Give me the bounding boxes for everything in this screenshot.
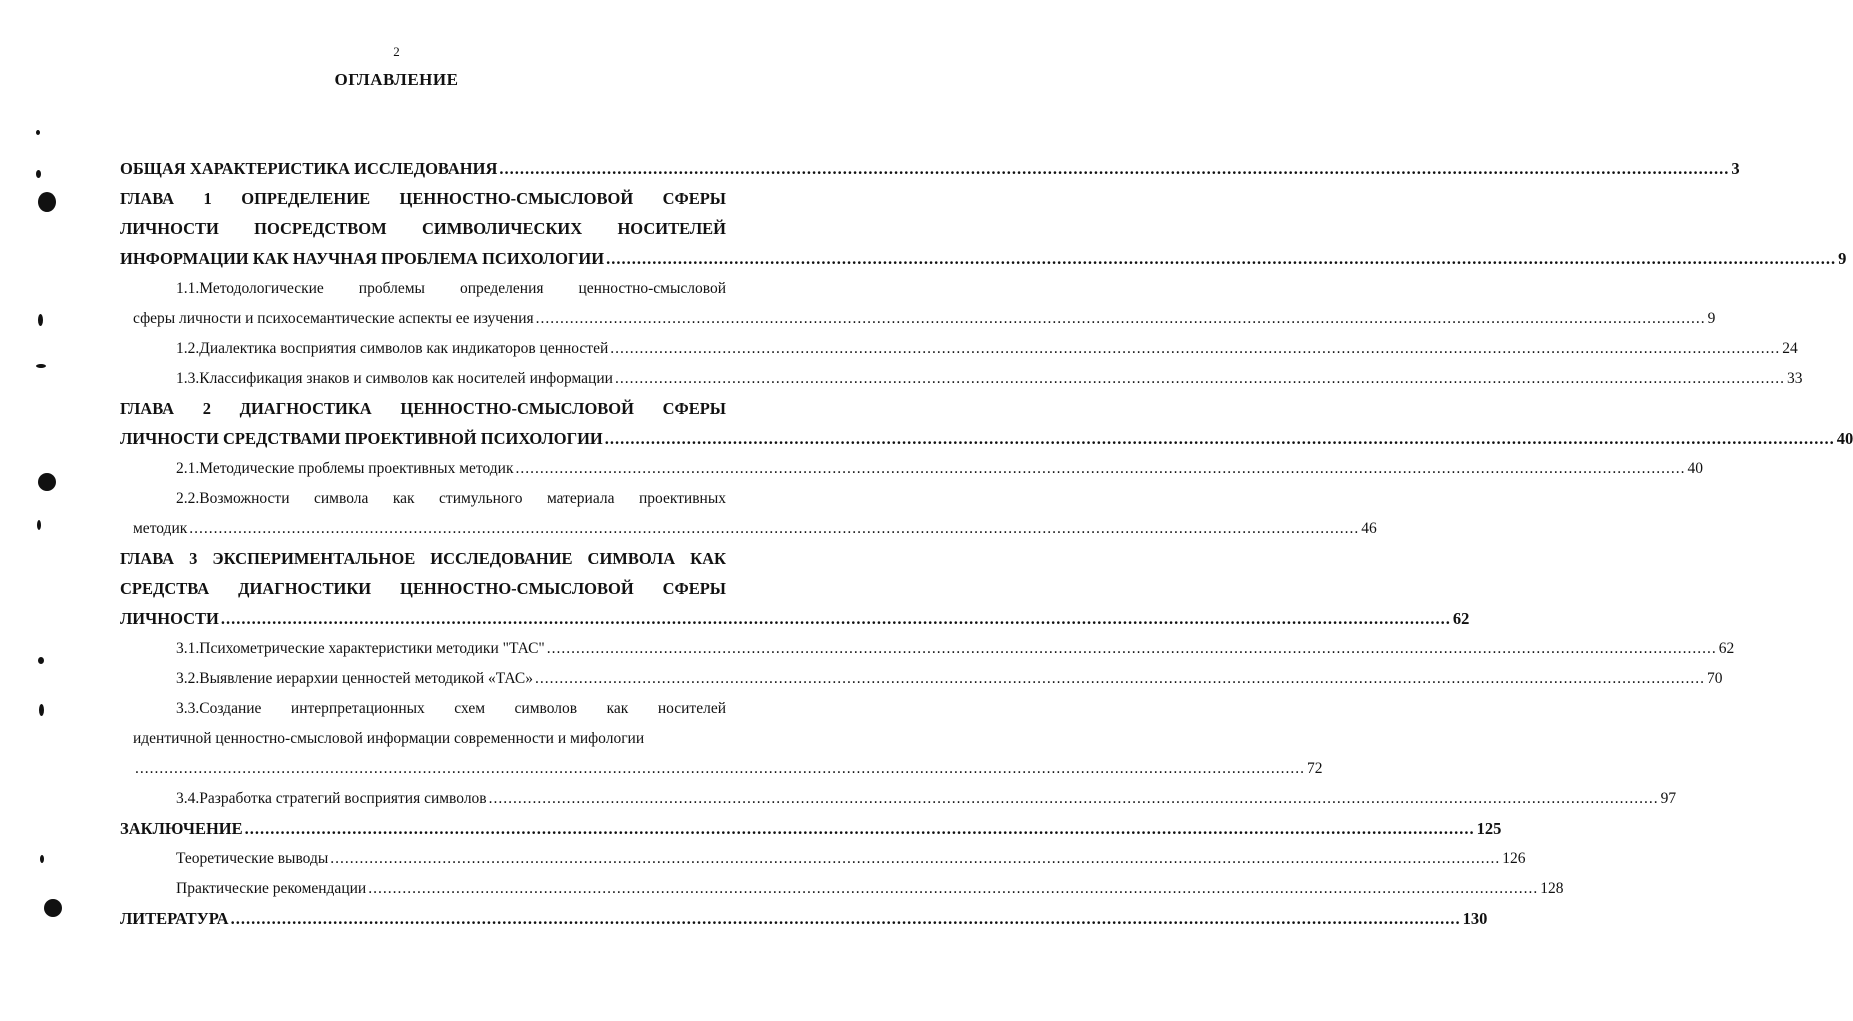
toc-entry-3-3[interactable] — [120, 694, 1323, 784]
scan-speck — [38, 657, 44, 664]
toc-entry-text: Теоретические выводы — [176, 850, 329, 867]
toc-entry-text: методик — [133, 520, 188, 537]
toc-page: 9 — [1707, 310, 1716, 327]
toc-entry-text: 2.2.Возможности символа как стимульного материала проективных — [176, 490, 726, 507]
scan-blot — [44, 899, 62, 917]
toc-entry-text: 3.1.Психометрические характеристики методики "ТАС" — [176, 640, 545, 657]
dot-leader — [245, 814, 1475, 844]
toc-entry-1-1[interactable] — [120, 274, 1716, 334]
toc-page: 128 — [1540, 880, 1564, 897]
scan-blot — [38, 192, 56, 212]
toc-page: 126 — [1502, 850, 1526, 867]
toc-entry-1-3[interactable] — [120, 364, 1803, 394]
toc-entry-text: ОБЩАЯ ХАРАКТЕРИСТИКА ИССЛЕДОВАНИЯ — [120, 159, 498, 178]
toc-page: 40 — [1836, 429, 1853, 448]
toc-entry-text: ГЛАВА 3 ЭКСПЕРИМЕНТАЛЬНОЕ ИССЛЕДОВАНИЕ СИМВОЛА КАК — [120, 549, 726, 568]
toc-entry-text: СРЕДСТВА ДИАГНОСТИКИ ЦЕННОСТНО-СМЫСЛОВОЙ СФЕРЫ — [120, 579, 726, 598]
toc-page: 130 — [1462, 909, 1488, 928]
dot-leader — [547, 634, 1717, 664]
toc-entry-2-2[interactable] — [120, 484, 1377, 544]
page-number: 2 — [393, 44, 400, 59]
scan-blot — [38, 473, 56, 491]
toc-entry-text: ЛИТЕРАТУРА — [120, 909, 229, 928]
toc-page: 62 — [1452, 609, 1470, 628]
dot-leader — [535, 664, 1705, 694]
scan-speck — [36, 170, 41, 178]
toc-entry-text: ИНФОРМАЦИИ КАК НАУЧНАЯ ПРОБЛЕМА ПСИХОЛОГИИ — [120, 249, 605, 268]
dot-leader — [330, 844, 1500, 874]
dot-leader — [615, 364, 1785, 394]
scan-speck — [40, 855, 44, 863]
toc-page: 72 — [1307, 760, 1323, 777]
dot-leader — [605, 424, 1835, 454]
toc-entry-general[interactable] — [120, 154, 1740, 184]
toc-entry-text: ГЛАВА 2 ДИАГНОСТИКА ЦЕННОСТНО-СМЫСЛОВОЙ СФЕРЫ — [120, 399, 726, 418]
toc-entry-3-2[interactable] — [120, 664, 1723, 694]
toc-entry-text: 2.1.Методические проблемы проективных методик — [176, 460, 514, 477]
toc-entry-text: сферы личности и психосемантические аспекты ее изучения — [133, 310, 534, 327]
toc-entry-text: 1.3.Классификация знаков и символов как носителей информации — [176, 370, 613, 387]
toc-entry-chapter-3[interactable] — [120, 544, 1470, 634]
dot-leader — [231, 904, 1461, 934]
toc-entry-1-2[interactable] — [120, 334, 1798, 364]
dot-leader — [515, 454, 1685, 484]
toc-page: 9 — [1838, 249, 1847, 268]
toc-entry-text: 3.3.Создание интерпретационных схем символов как носителей — [176, 700, 726, 717]
toc-entry-text: идентичной ценностно-смысловой информации современности и мифологии — [133, 730, 645, 747]
dot-leader — [489, 784, 1659, 814]
toc-entry-text: ЛИЧНОСТИ ПОСРЕДСТВОМ СИМВОЛИЧЕСКИХ НОСИТЕЛЕЙ — [120, 219, 726, 238]
toc-entry-2-1[interactable] — [120, 454, 1703, 484]
page-title: ОГЛАВЛЕНИЕ — [334, 70, 459, 89]
toc-page: 3 — [1731, 159, 1740, 178]
dot-leader — [135, 754, 1305, 784]
toc-entry-3-4[interactable] — [120, 784, 1677, 814]
toc-page: 125 — [1476, 819, 1502, 838]
toc-entry-chapter-1[interactable] — [120, 184, 1847, 274]
scan-speck — [38, 314, 43, 326]
toc-page: 46 — [1361, 520, 1377, 537]
toc-entry-theoretical-conclusions[interactable] — [120, 844, 1526, 874]
toc-entry-text: ГЛАВА 1 ОПРЕДЕЛЕНИЕ ЦЕННОСТНО-СМЫСЛОВОЙ СФЕРЫ — [120, 189, 726, 208]
scan-speck — [39, 704, 44, 716]
toc-entry-text: 1.1.Методологические проблемы определения ценностно-смысловой — [176, 280, 726, 297]
toc-page: 62 — [1718, 640, 1735, 657]
toc-page: 24 — [1782, 340, 1798, 357]
dot-leader — [221, 604, 1451, 634]
dot-leader — [499, 154, 1729, 184]
scan-speck — [36, 130, 40, 135]
toc-page: 97 — [1660, 790, 1677, 807]
toc-entry-literature[interactable] — [120, 904, 1488, 934]
toc-entry-chapter-2[interactable] — [120, 394, 1853, 454]
toc-page: 33 — [1786, 370, 1803, 387]
toc-entry-practical-recommendations[interactable] — [120, 874, 1564, 904]
toc-entry-text: 3.2.Выявление иерархии ценностей методикой «ТАС» — [176, 670, 533, 687]
scan-speck — [37, 520, 41, 530]
toc-entry-text: ЛИЧНОСТИ СРЕДСТВАМИ ПРОЕКТИВНОЙ ПСИХОЛОГИИ — [120, 429, 603, 448]
toc-entry-3-1[interactable] — [120, 634, 1735, 664]
toc-entry-text: ЛИЧНОСТИ — [120, 609, 219, 628]
scan-speck — [36, 364, 46, 368]
toc-entry-text: ЗАКЛЮЧЕНИЕ — [120, 819, 243, 838]
dot-leader — [189, 514, 1359, 544]
toc-page: 40 — [1687, 460, 1703, 477]
dot-leader — [610, 334, 1780, 364]
dot-leader — [368, 874, 1538, 904]
toc-entry-text: 1.2.Диалектика восприятия символов как индикаторов ценностей — [176, 340, 609, 357]
table-of-contents — [120, 154, 1853, 934]
toc-entry-text: 3.4.Разработка стратегий восприятия символов — [176, 790, 487, 807]
dot-leader — [606, 244, 1836, 274]
toc-page: 70 — [1706, 670, 1723, 687]
toc-entry-text: Практические рекомендации — [176, 880, 367, 897]
dot-leader — [536, 304, 1706, 334]
toc-entry-conclusion[interactable] — [120, 814, 1502, 844]
